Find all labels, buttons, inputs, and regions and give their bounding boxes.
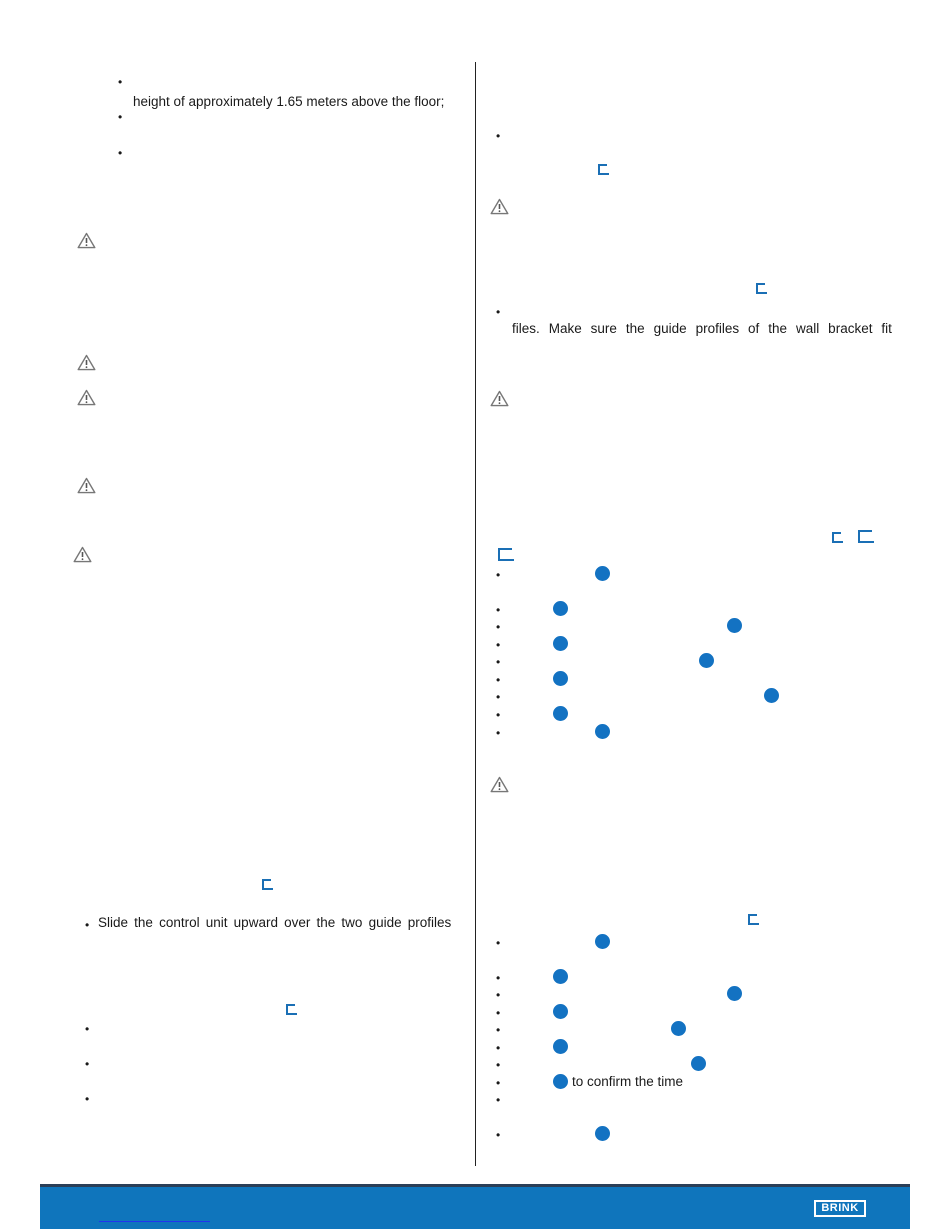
figure-reference-icon	[286, 1004, 295, 1015]
bullet: •	[496, 568, 501, 582]
bullet: •	[85, 1092, 90, 1106]
figure-reference-icon	[262, 879, 271, 890]
warning-icon	[73, 546, 92, 563]
figure-reference-icon	[832, 532, 841, 543]
warning-icon	[490, 390, 509, 407]
figure-reference-icon	[858, 530, 872, 543]
warning-icon	[490, 776, 509, 793]
bullet: •	[496, 638, 501, 652]
footer-link-underline[interactable]	[99, 1221, 210, 1222]
figure-reference-icon	[598, 164, 607, 175]
bullet: •	[85, 1057, 90, 1071]
step-marker-dot	[553, 1004, 568, 1019]
bullet: •	[118, 75, 123, 89]
step-marker-dot	[727, 618, 742, 633]
bullet: •	[496, 129, 501, 143]
step-marker-dot	[553, 601, 568, 616]
step-marker-dot	[553, 1039, 568, 1054]
column-divider	[475, 62, 476, 1166]
bullet: •	[496, 603, 501, 617]
bullet: •	[496, 1076, 501, 1090]
step-marker-dot	[553, 706, 568, 721]
bullet: •	[496, 1006, 501, 1020]
step-marker-dot	[595, 566, 610, 581]
bullet: •	[496, 1093, 501, 1107]
bullet: •	[496, 673, 501, 687]
warning-icon	[77, 354, 96, 371]
warning-icon	[490, 198, 509, 215]
figure-reference-icon	[498, 548, 512, 561]
step-marker-dot	[671, 1021, 686, 1036]
bullet: •	[496, 655, 501, 669]
bullet: •	[496, 708, 501, 722]
step-marker-dot	[595, 724, 610, 739]
bullet: •	[496, 971, 501, 985]
warning-icon	[77, 477, 96, 494]
bullet: •	[496, 1041, 501, 1055]
figure-reference-icon	[756, 283, 765, 294]
step-marker-dot	[691, 1056, 706, 1071]
bullet: •	[496, 1058, 501, 1072]
warning-icon	[77, 389, 96, 406]
step-marker-dot	[595, 934, 610, 949]
bullet: •	[496, 690, 501, 704]
footer-bar	[40, 1184, 910, 1229]
bullet: •	[496, 305, 501, 319]
bullet: •	[496, 936, 501, 950]
text-line-confirm: to confirm the time	[572, 1074, 684, 1089]
step-marker-dot	[553, 671, 568, 686]
bullet: •	[85, 918, 90, 932]
bullet: •	[496, 726, 501, 740]
step-marker-dot	[764, 688, 779, 703]
bullet: •	[118, 110, 123, 124]
step-marker-dot	[595, 1126, 610, 1141]
bullet: •	[118, 146, 123, 160]
step-marker-dot	[727, 986, 742, 1001]
step-marker-dot	[553, 636, 568, 651]
text-line-slide: Slide the control unit upward over the two guide profiles	[98, 915, 452, 930]
figure-reference-icon	[748, 914, 757, 925]
step-marker-dot	[699, 653, 714, 668]
text-line-height: height of approximately 1.65 meters above the floor;	[133, 94, 445, 109]
bullet: •	[496, 620, 501, 634]
bullet: •	[496, 1023, 501, 1037]
bullet: •	[85, 1022, 90, 1036]
bullet: •	[496, 1128, 501, 1142]
bullet: •	[496, 988, 501, 1002]
step-marker-dot	[553, 969, 568, 984]
warning-icon	[77, 232, 96, 249]
step-marker-dot	[553, 1074, 568, 1089]
brink-logo: BRINK	[814, 1200, 866, 1217]
text-line-files: files. Make sure the guide profiles of the wall bracket fit	[512, 321, 892, 336]
